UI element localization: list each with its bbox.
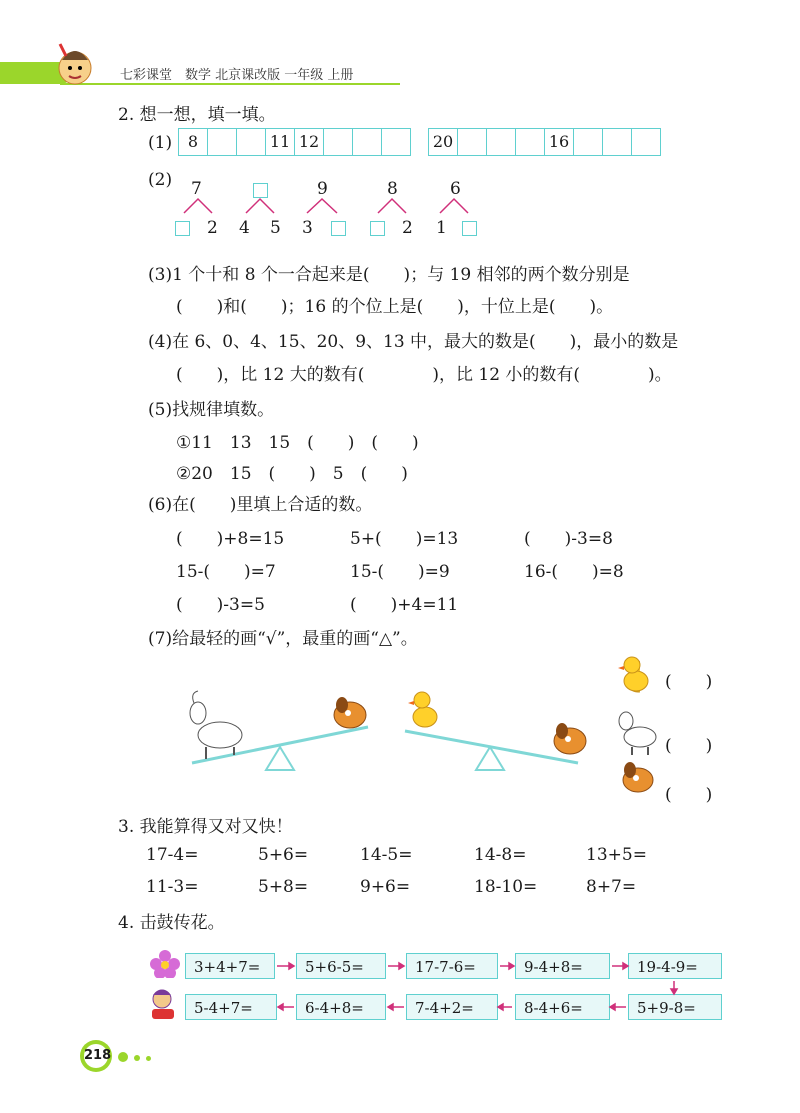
- number-cell[interactable]: [458, 129, 487, 155]
- equation: 14-8=: [474, 845, 527, 865]
- answer-bracket[interactable]: ( ): [665, 785, 713, 805]
- seesaw-pivot-left: [266, 747, 294, 770]
- duck-icon: [618, 657, 648, 691]
- flower-icon: [148, 948, 182, 978]
- decorative-dot: [146, 1056, 151, 1061]
- chain-box[interactable]: 3+4+7=: [185, 953, 275, 979]
- number-cell[interactable]: [516, 129, 545, 155]
- goat-icon: [619, 712, 656, 755]
- animal-column: [612, 655, 662, 805]
- chain-box[interactable]: 17-7-6=: [406, 953, 498, 979]
- blank-box[interactable]: [370, 221, 385, 236]
- chain-box[interactable]: 19-4-9=: [628, 953, 722, 979]
- page-number: 218: [84, 1044, 108, 1068]
- chain-box[interactable]: 6-4+8=: [296, 994, 386, 1020]
- answer-bracket[interactable]: ( ): [665, 672, 713, 692]
- equation: 8+7=: [586, 877, 637, 897]
- mascot-icon: [52, 38, 98, 88]
- tree-1-right: 2: [207, 218, 218, 238]
- equation: 5+8=: [258, 877, 309, 897]
- part-4-line-2: ( )，比 12 大的数有( )，比 12 小的数有( )。: [176, 365, 672, 385]
- number-cell[interactable]: [632, 129, 660, 155]
- number-row-2: [428, 128, 661, 156]
- tree-4-top: 8: [387, 179, 398, 199]
- number-cell[interactable]: [574, 129, 603, 155]
- equation: 9+6=: [360, 877, 411, 897]
- number-cell[interactable]: 16: [545, 129, 574, 155]
- part-1-label: (1): [148, 133, 173, 153]
- dog-icon: [623, 762, 653, 792]
- decomposition-lines: [170, 195, 490, 215]
- answer-bracket[interactable]: ( ): [665, 736, 713, 756]
- chain-box[interactable]: 7-4+2=: [406, 994, 498, 1020]
- seesaw-plank-right: [405, 731, 578, 763]
- tree-2-left: 4: [239, 218, 250, 238]
- number-row-1: [178, 128, 411, 156]
- chain-box[interactable]: 8-4+6=: [515, 994, 610, 1020]
- number-cell[interactable]: [603, 129, 632, 155]
- equation: 18-10=: [474, 877, 538, 897]
- equation: ( )+4=11: [350, 595, 459, 615]
- blank-box[interactable]: [331, 221, 346, 236]
- number-cell[interactable]: [353, 129, 382, 155]
- chain-box[interactable]: 9-4+8=: [515, 953, 610, 979]
- chain-arrows: [270, 955, 730, 1025]
- equation: 16-( )=8: [524, 562, 624, 582]
- equation: ( )-3=5: [176, 595, 265, 615]
- chain-box[interactable]: 5+6-5=: [296, 953, 386, 979]
- decorative-dot: [134, 1055, 140, 1061]
- header-title: 七彩课堂 数学 北京课改版 一年级 上册: [120, 68, 354, 83]
- number-cell[interactable]: [382, 129, 410, 155]
- equation: 5+6=: [258, 845, 309, 865]
- part-6-title: (6)在( )里填上合适的数。: [148, 495, 373, 515]
- blank-box[interactable]: [253, 183, 268, 198]
- number-cell[interactable]: [237, 129, 266, 155]
- question-3-title: 3. 我能算得又对又快！: [118, 817, 293, 837]
- tree-2-right: 5: [270, 218, 281, 238]
- part-3-line-1: (3)1 个十和 8 个一合起来是( )；与 19 相邻的两个数分别是: [148, 265, 630, 285]
- question-2-title: 2. 想一想，填一填。: [118, 105, 276, 125]
- number-cell[interactable]: 11: [266, 129, 295, 155]
- number-cell[interactable]: [487, 129, 516, 155]
- tree-3-top: 9: [317, 179, 328, 199]
- blank-box[interactable]: [175, 221, 190, 236]
- part-3-line-2: ( )和( )；16 的个位上是( )，十位上是( )。: [176, 297, 614, 317]
- equation: 5+( )=13: [350, 529, 459, 549]
- part-5-title: (5)找规律填数。: [148, 400, 275, 420]
- equation: 15-( )=7: [176, 562, 276, 582]
- equation: ( )+8=15: [176, 529, 285, 549]
- header-rule: [60, 83, 400, 85]
- tree-5-top: 6: [450, 179, 461, 199]
- number-cell[interactable]: 12: [295, 129, 324, 155]
- blank-box[interactable]: [462, 221, 477, 236]
- tree-1-top: 7: [191, 179, 202, 199]
- equation: 13+5=: [586, 845, 647, 865]
- question-4-title: 4. 击鼓传花。: [118, 913, 225, 933]
- chain-box[interactable]: 5+9-8=: [628, 994, 722, 1020]
- dog-icon: [334, 697, 366, 728]
- part-4-line-1: (4)在 6、0、4、15、20、9、13 中，最大的数是( )，最小的数是: [148, 332, 679, 352]
- part-5-sequence-a: ①11 13 15 ( ) ( ): [176, 433, 419, 453]
- dog-icon: [554, 723, 586, 754]
- tree-4-right: 2: [402, 218, 413, 238]
- duck-icon: [408, 692, 437, 727]
- number-cell[interactable]: [324, 129, 353, 155]
- goat-icon: [190, 691, 242, 759]
- part-7-title: (7)给最轻的画“√”，最重的画“△”。: [148, 629, 418, 649]
- seesaw-illustration: [180, 655, 640, 780]
- number-cell[interactable]: [208, 129, 237, 155]
- equation: 11-3=: [146, 877, 199, 897]
- equation: 14-5=: [360, 845, 413, 865]
- part-2-label: (2): [148, 170, 173, 190]
- number-cell[interactable]: 8: [179, 129, 208, 155]
- part-5-sequence-b: ②20 15 ( ) 5 ( ): [176, 464, 408, 484]
- tree-5-left: 1: [436, 218, 447, 238]
- seesaw-pivot-right: [476, 747, 504, 770]
- equation: 15-( )=9: [350, 562, 450, 582]
- tree-3-left: 3: [302, 218, 313, 238]
- equation: 17-4=: [146, 845, 199, 865]
- chain-box[interactable]: 5-4+7=: [185, 994, 277, 1020]
- equation: ( )-3=8: [524, 529, 613, 549]
- number-cell[interactable]: 20: [429, 129, 458, 155]
- decorative-dot: [118, 1052, 128, 1062]
- drummer-icon: [144, 985, 184, 1021]
